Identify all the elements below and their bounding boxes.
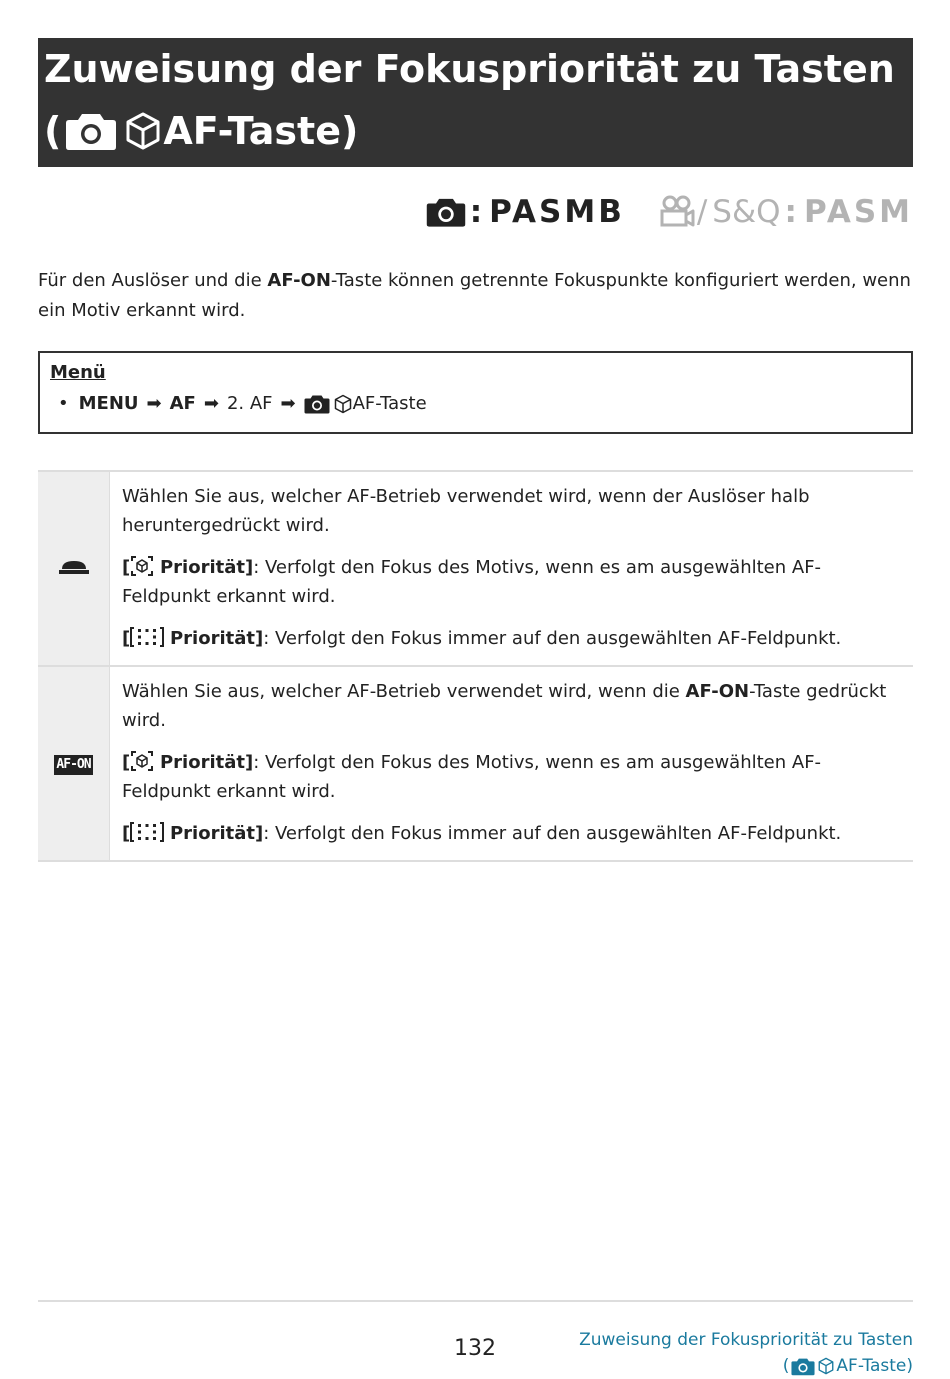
bracket: [ [122, 557, 131, 578]
table-row [38, 666, 913, 861]
movie-mode-colon: : [784, 194, 800, 230]
intro-paragraph [38, 266, 913, 326]
bracket: [ [122, 823, 131, 844]
option-desc: : Verfolgt den Fokus immer auf den ausgewählten AF-Feldpunkt. [263, 628, 842, 649]
af-on-button-icon [54, 755, 92, 775]
option-subject-priority [122, 748, 901, 806]
menu-path-box [38, 351, 913, 434]
camera-icon [304, 394, 330, 414]
intro-text-rest: -Taste können getrennte Fokuspunkte konfiguriert werden, wenn ein Motiv erkannt wird. [38, 270, 911, 321]
footer-link-line1[interactable]: Zuweisung der Fokuspriorität zu Tasten [579, 1330, 913, 1350]
footer-link-line2[interactable] [783, 1353, 913, 1379]
bullet: • [58, 393, 69, 414]
camera-icon [65, 111, 117, 151]
subject-priority-icon [130, 750, 154, 772]
bracket: [ [122, 628, 131, 649]
af-on-term: AF-ON [685, 681, 750, 702]
still-mode-colon: : [469, 194, 486, 230]
af-on-term: AF-ON [267, 270, 331, 291]
footer-section-link[interactable] [579, 1327, 913, 1379]
option-desc: : Verfolgt den Fokus immer auf den ausgewählten AF-Feldpunkt. [263, 823, 842, 844]
sq-label: S&Q [712, 194, 781, 230]
movie-separator: / [696, 194, 711, 230]
af-point-priority-icon [130, 821, 164, 843]
camera-icon [791, 1357, 815, 1376]
row-text [110, 471, 914, 666]
row-intro-text: Wählen Sie aus, welcher AF-Betrieb verwendet wird, wenn die [122, 681, 686, 702]
page-title: Zuweisung der Fokuspriorität zu Tasten [44, 47, 895, 91]
table-row [38, 471, 913, 666]
page-number: 132 [454, 1336, 496, 1361]
option-label: Priorität] [169, 628, 264, 649]
still-mode-letters: PASMB [489, 194, 625, 230]
footer-link-suffix: AF-Taste) [836, 1356, 913, 1376]
option-label: Priorität] [159, 752, 254, 773]
movie-mode-letters: PASM [803, 194, 913, 230]
movie-camera-icon [659, 195, 695, 229]
options-table [38, 470, 913, 862]
row-text [110, 666, 914, 861]
option-desc: : Verfolgt den Fokus des Motivs, wenn es am ausgewählten AF-Feldpunkt erkannt wird. [122, 557, 822, 607]
icon-cell [38, 666, 110, 861]
option-desc: : Verfolgt den Fokus des Motivs, wenn es am ausgewählten AF-Feldpunkt erkannt wird. [122, 752, 822, 802]
row-intro: Wählen Sie aus, welcher AF-Betrieb verwendet wird, wenn der Auslöser halb heruntergedrückt wird. [122, 486, 810, 536]
subject-detection-icon [817, 1357, 835, 1375]
arrow-right-icon: ➡ [203, 393, 219, 414]
subject-detection-icon [333, 394, 353, 414]
page-title-line2 [44, 106, 358, 156]
still-modes [426, 194, 625, 230]
title-paren: ( [44, 109, 62, 153]
footer-link-paren: ( [782, 1356, 790, 1376]
arrow-right-icon: ➡ [146, 393, 162, 414]
subject-detection-icon [123, 111, 163, 151]
icon-cell [38, 471, 110, 666]
title-bar [38, 38, 913, 167]
menu-step-menu: MENU [78, 393, 139, 414]
row-intro-text-rest: -Taste gedrückt wird. [122, 681, 887, 731]
footer-divider [38, 1300, 913, 1302]
bracket: [ [122, 752, 131, 773]
row-intro [122, 677, 901, 735]
camera-icon [426, 196, 466, 228]
menu-path [58, 393, 427, 414]
arrow-right-icon: ➡ [280, 393, 296, 414]
option-label: Priorität] [159, 557, 254, 578]
option-af-point-priority [122, 624, 901, 653]
menu-step-2af: 2. AF [226, 393, 273, 414]
menu-label: Menü [50, 362, 106, 383]
option-label: Priorität] [169, 823, 264, 844]
shooting-modes [426, 190, 913, 234]
option-subject-priority [122, 553, 901, 611]
option-af-point-priority [122, 819, 901, 848]
menu-step-af-taste: AF-Taste [352, 393, 427, 414]
af-on-icon-label: AF-ON [56, 756, 91, 772]
intro-text: Für den Auslöser und die [38, 270, 268, 291]
shutter-button-icon [58, 558, 90, 576]
menu-step-af: AF [169, 393, 196, 414]
title-suffix: AF-Taste) [163, 109, 359, 153]
subject-priority-icon [130, 555, 154, 577]
af-point-priority-icon [130, 626, 164, 648]
movie-modes [659, 194, 913, 230]
